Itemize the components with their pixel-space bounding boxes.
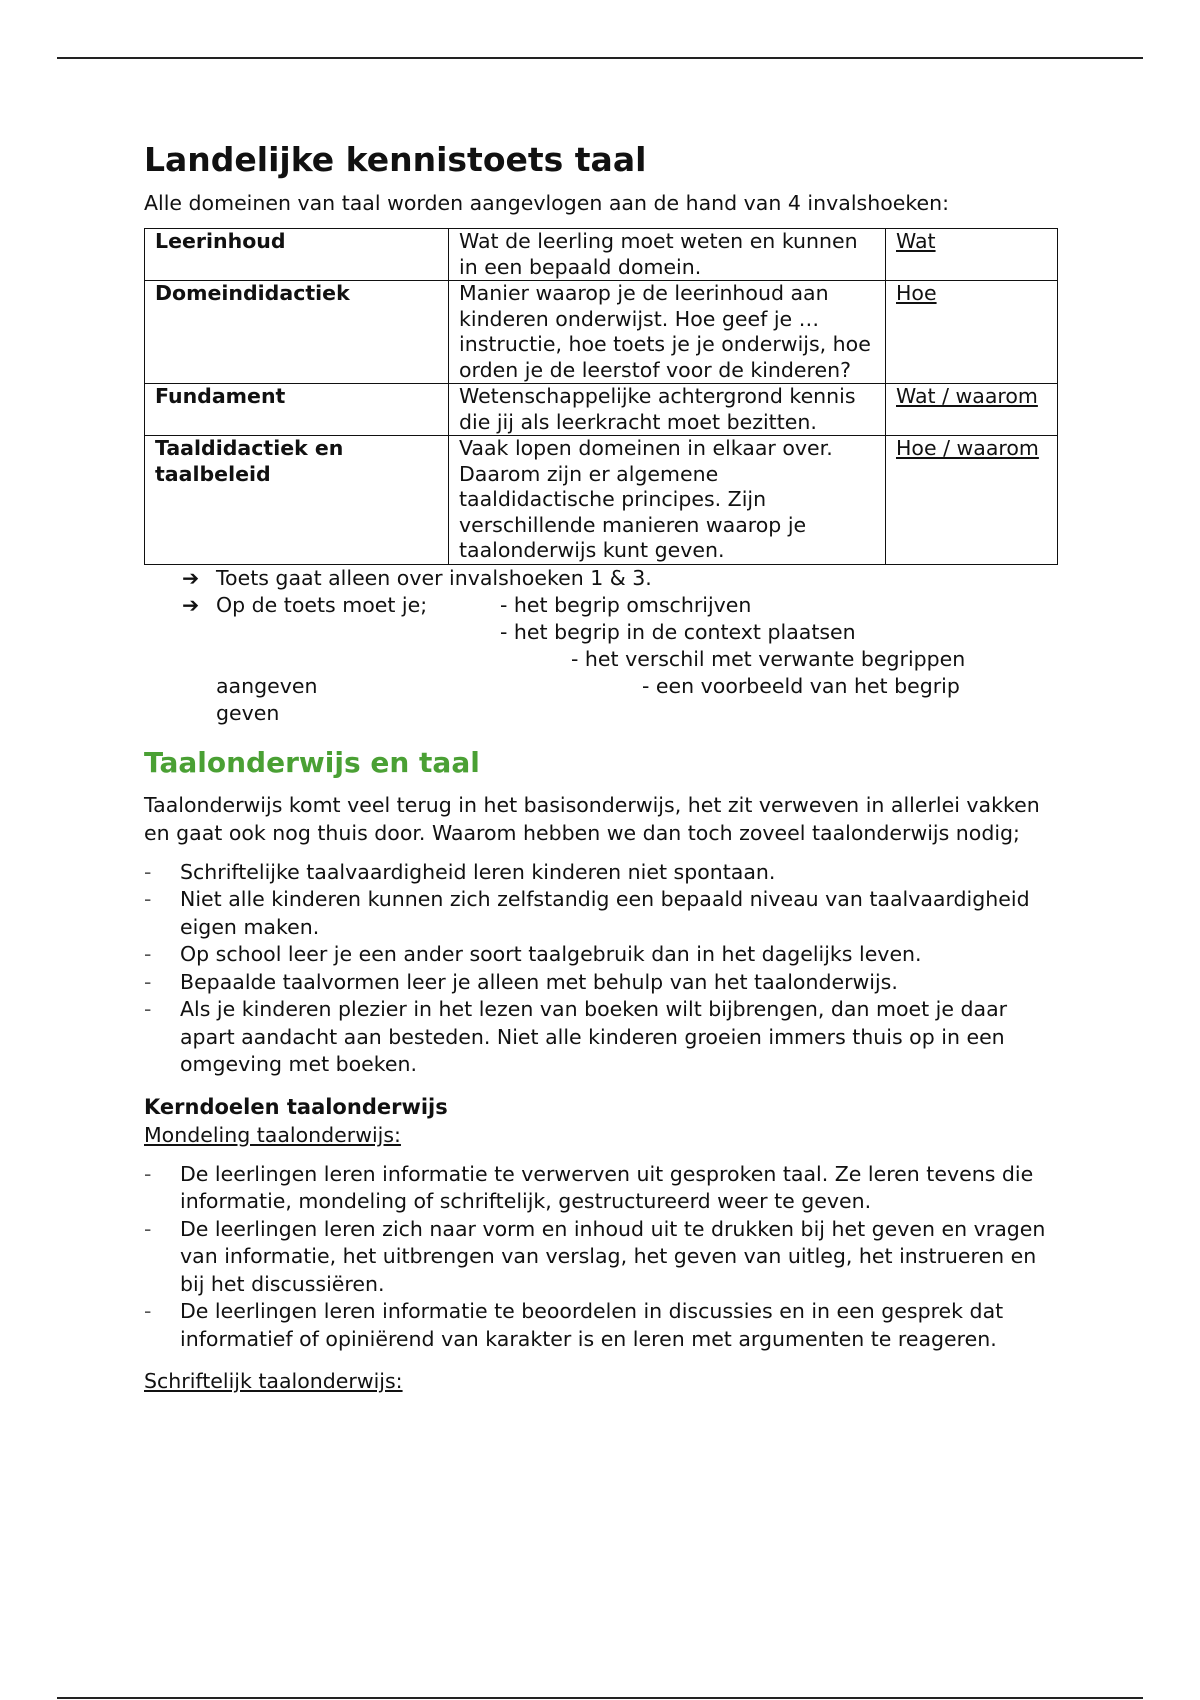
note-line-1 <box>144 565 1064 592</box>
list-item <box>144 859 1064 887</box>
note-line-6 <box>144 700 1064 727</box>
table-cell-type: Wat / waarom <box>886 384 1058 436</box>
list-item <box>144 1298 1064 1353</box>
reasons-list <box>144 859 1064 1079</box>
note-line-2 <box>144 592 1064 619</box>
note-item: - het begrip in de context plaatsen <box>500 619 856 644</box>
arrow-right-icon: ➔ <box>182 565 200 590</box>
mondeling-heading: Mondeling taalonderwijs: <box>144 1122 401 1147</box>
list-item-text: Op school leer je een ander soort taalgebruik dan in het dagelijks leven. <box>180 942 922 966</box>
page-title: Landelijke kennistoets taal <box>144 140 647 179</box>
dash-bullet-icon: - <box>144 969 152 994</box>
table-row <box>145 436 1058 565</box>
list-item <box>144 996 1064 1079</box>
list-item-text: Bepaalde taalvormen leer je alleen met behulp van het taalonderwijs. <box>180 969 898 994</box>
top-rule <box>57 57 1143 59</box>
table-cell-description: Vaak lopen domeinen in elkaar over. Daarom zijn er algemene taaldidactische principes. Zijn verschillende manieren waarop je taalonderwijs kunt geven. <box>449 436 886 565</box>
arrow-right-icon: ➔ <box>182 592 200 617</box>
table-cell-name: Fundament <box>145 384 449 436</box>
dash-bullet-icon: - <box>144 1161 152 1186</box>
table-row <box>145 384 1058 436</box>
list-item-text: Niet alle kinderen kunnen zich zelfstandig een bepaald niveau van taalvaardigheid eigen maken. <box>180 887 1030 939</box>
dash-bullet-icon: - <box>144 1216 152 1241</box>
list-item <box>144 969 1064 997</box>
note-item: - een voorbeeld van het begrip <box>642 673 960 698</box>
note-line-3 <box>144 619 1064 646</box>
table-row <box>145 281 1058 384</box>
table-cell-name: Taaldidactiek en taalbeleid <box>145 436 449 565</box>
list-item-text: De leerlingen leren informatie te beoordelen in discussies en in een gesprek dat informatief of opiniërend van karakter is en leren met argumenten te reageren. <box>180 1299 1004 1351</box>
dash-bullet-icon: - <box>144 1299 152 1323</box>
note-text: Op de toets moet je; <box>216 592 428 617</box>
dash-bullet-icon: - <box>144 997 152 1021</box>
dash-bullet-icon: - <box>144 942 152 966</box>
list-item-text: De leerlingen leren zich naar vorm en inhoud uit te drukken bij het geven en vragen van informatie, het uitbrengen van verslag, het geven van uitleg, het instrueren en bij het discussiëren. <box>180 1216 1046 1296</box>
note-item: - het verschil met verwante begrippen <box>571 646 966 671</box>
list-item <box>144 1216 1064 1299</box>
note-text: Toets gaat alleen over invalshoeken 1 & 3. <box>216 565 652 590</box>
table-cell-type: Hoe <box>886 281 1058 384</box>
note-line-5 <box>144 673 1064 700</box>
kerndoelen-heading: Kerndoelen taalonderwijs <box>144 1094 448 1119</box>
list-item-text: Schriftelijke taalvaardigheid leren kinderen niet spontaan. <box>180 859 776 884</box>
schriftelijk-heading: Schriftelijk taalonderwijs: <box>144 1369 403 1393</box>
list-item-text: Als je kinderen plezier in het lezen van boeken wilt bijbrengen, dan moet je daar apart aandacht aan besteden. Niet alle kinderen groeien immers thuis op in een omgeving met boeken. <box>180 997 1008 1076</box>
bottom-rule <box>57 1697 1143 1699</box>
note-item: aangeven <box>216 673 318 698</box>
table-cell-description: Wat de leerling moet weten en kunnen in een bepaald domein. <box>449 229 886 281</box>
section-heading: Taalonderwijs en taal <box>144 745 480 779</box>
table-cell-description: Wetenschappelijke achtergrond kennis die jij als leerkracht moet bezitten. <box>449 384 886 436</box>
table-cell-description: Manier waarop je de leerinhoud aan kinderen onderwijst. Hoe geef je … instructie, hoe toets je je onderwijs, hoe orden je de leerstof voor de kinderen? <box>449 281 886 384</box>
table-row <box>145 229 1058 281</box>
mondeling-list <box>144 1161 1064 1354</box>
note-item: geven <box>216 700 280 725</box>
intro-text: Alle domeinen van taal worden aangevlogen aan de hand van 4 invalshoeken: <box>144 191 949 215</box>
list-item-text: De leerlingen leren informatie te verwerven uit gesproken taal. Ze leren tevens die informatie, mondeling of schriftelijk, gestructureerd weer te geven. <box>180 1161 1034 1213</box>
list-item <box>144 1161 1064 1216</box>
note-item: - het begrip omschrijven <box>500 592 752 617</box>
note-line-4 <box>144 646 1064 673</box>
table-cell-name: Domeindidactiek <box>145 281 449 384</box>
table-cell-type: Hoe / waarom <box>886 436 1058 565</box>
table-cell-name: Leerinhoud <box>145 229 449 281</box>
section-paragraph: Taalonderwijs komt veel terug in het basisonderwijs, het zit verweven in allerlei vakken en gaat ook nog thuis door. Waarom hebben we dan toch zoveel taalonderwijs nodig; <box>144 792 1040 845</box>
angles-table <box>144 228 1058 565</box>
table-cell-type: Wat <box>886 229 1058 281</box>
list-item <box>144 886 1064 941</box>
document-page <box>144 136 1064 1395</box>
list-item <box>144 941 1064 969</box>
dash-bullet-icon: - <box>144 859 152 884</box>
dash-bullet-icon: - <box>144 887 152 911</box>
